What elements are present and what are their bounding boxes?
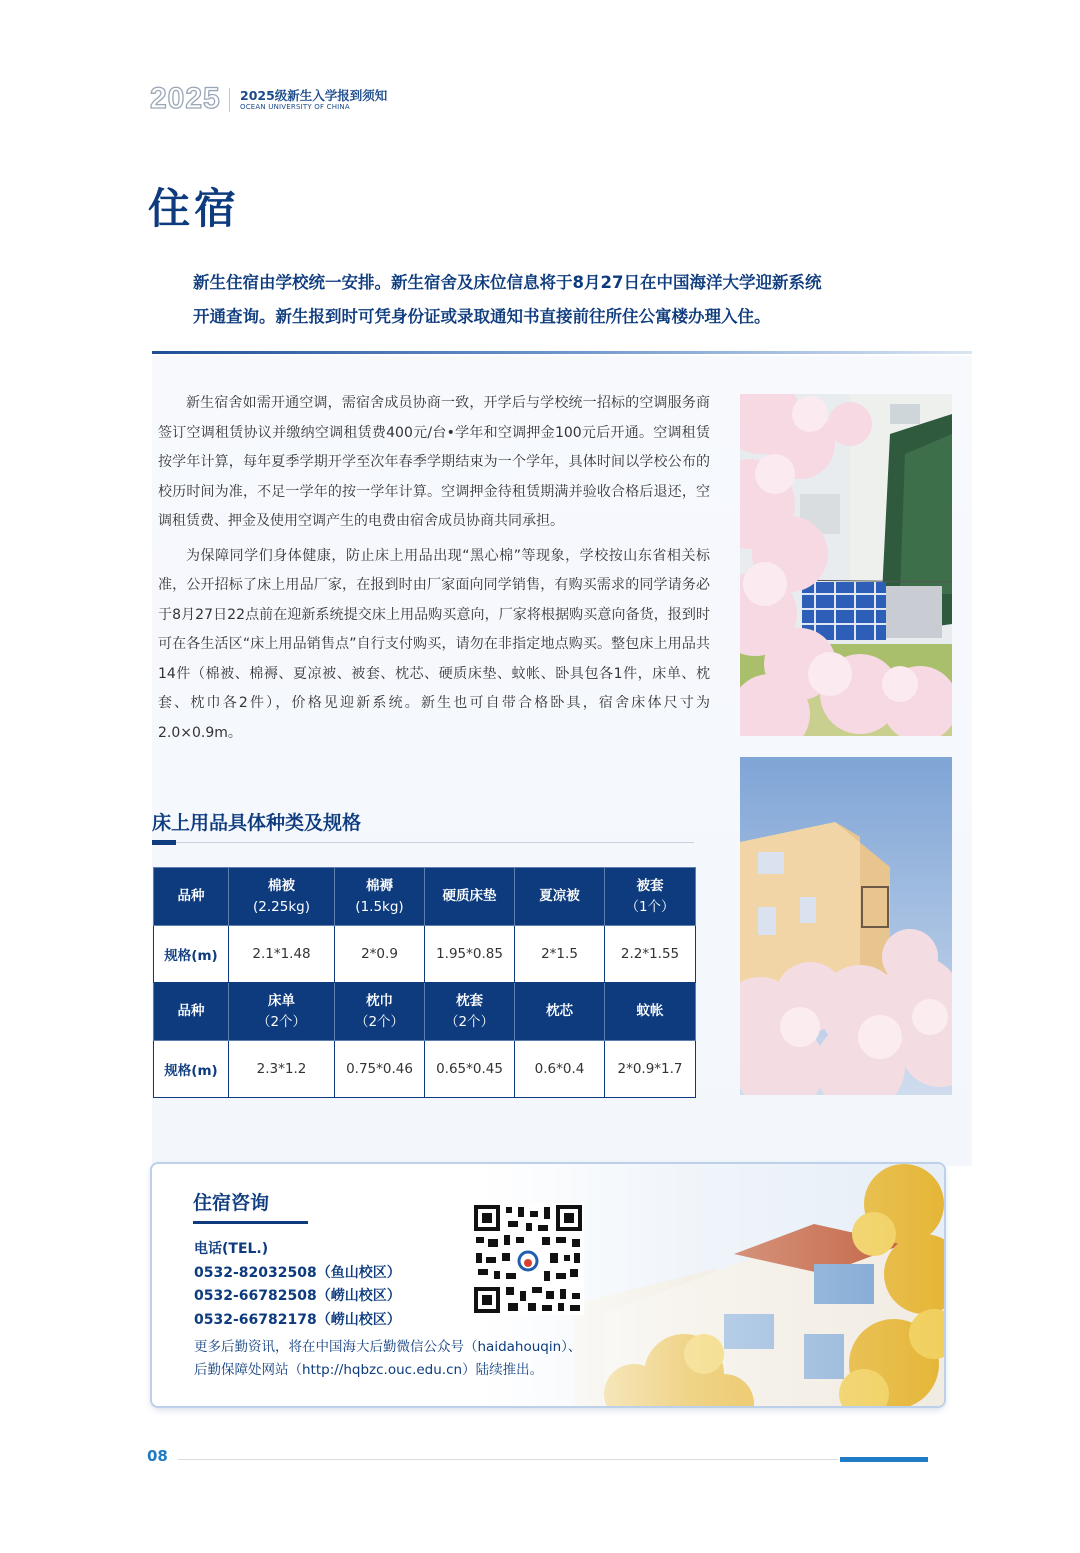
header-divider [229,88,230,112]
header-cell: 床单 （2个） [229,983,335,1041]
header-title: 2025级新生入学报到须知 [240,88,388,103]
tel-label: 电话(TEL.) [194,1241,269,1257]
more-info-line-2[interactable]: 后勤保障处网站（http://hqbzc.ouc.edu.cn）陆续推出。 [194,1362,544,1378]
spec-cell: 0.75*0.46 [335,1041,425,1098]
consult-more-info [194,1336,581,1382]
spec-cell: 2*0.9 [335,926,425,983]
body-paragraph-bedding: 为保障同学们身体健康，防止床上用品出现“黑心棉”等现象，学校按山东省相关标准，公开招标了床上用品厂家，在报到时由厂家面向同学销售，有购买需求的同学请务必于8月27日22点前在迎新系统提交床上用品购买意向，厂家将根据购买意向备货，报到时可在各生活区“床上用品销售点”自行支付购买，请勿在非指定地点购买。整包床上用品共14件（棉被、棉褥、夏凉被、被套、枕芯、硬质床垫、蚊帐、卧具包各1件，床单、枕套、枕巾各2件），价格见迎新系统。新生也可自带合格卧具，宿舍床体尺寸为2.0×0.9m。 [158,547,710,741]
header-cell: 枕芯 [515,983,605,1041]
header-cell: 被套 （1个） [605,868,696,926]
header-cell: 硬质床垫 [425,868,515,926]
phone-yushan[interactable]: 0532-82032508（鱼山校区） [194,1264,401,1281]
section-title: 床上用品具体种类及规格 [152,812,362,834]
qr-code-icon[interactable] [472,1203,584,1315]
table-header-row [154,983,696,1041]
table-row [154,1041,696,1098]
header-cell-label: 品种 [154,868,229,926]
spec-cell: 2*0.9*1.7 [605,1041,696,1098]
table-row [154,926,696,983]
spec-cell: 0.6*0.4 [515,1041,605,1098]
footer-rule [178,1459,838,1460]
phone-laoshan-1[interactable]: 0532-66782508（崂山校区） [194,1288,401,1304]
header-subtitle: OCEAN UNIVERSITY OF CHINA [240,103,350,111]
spec-cell: 2.2*1.55 [605,926,696,983]
spec-cell: 0.65*0.45 [425,1041,515,1098]
header-year: 2025 [150,82,221,115]
consult-title-underline [193,1221,308,1224]
spec-cell: 2.3*1.2 [229,1041,335,1098]
page-title: 住宿 [148,184,241,233]
consult-title: 住宿咨询 [193,1192,270,1214]
phone-laoshan-2[interactable]: 0532-66782178（崂山校区） [194,1311,401,1328]
consult-phones [194,1238,401,1332]
header-cell: 枕套 （2个） [425,983,515,1041]
footer-accent-bar [840,1457,928,1462]
header-cell: 夏凉被 [515,868,605,926]
table-header-row [154,868,696,926]
section-underline-accent [152,840,176,845]
header-cell-label: 品种 [154,983,229,1041]
header-cell: 棉褥 (1.5kg) [335,868,425,926]
more-info-line-1: 更多后勤资讯，将在中国海大后勤微信公众号（haidahouqin）、 [194,1339,582,1355]
dorm-building-blossom-photo [740,757,952,1095]
intro-line-1: 新生住宿由学校统一安排。新生宿舍及床位信息将于8月27日在中国海洋大学迎新系统 [193,273,822,292]
spec-cell: 2.1*1.48 [229,926,335,983]
cherry-blossom-dorm-photo [740,394,952,736]
spec-cell: 2*1.5 [515,926,605,983]
consult-card [152,1164,944,1406]
body-paragraph-aircon: 新生宿舍如需开通空调，需宿舍成员协商一致，开学后与学校统一招标的空调服务商签订空调租赁协议并缴纳空调租赁费400元/台•学年和空调押金100元后开通。空调租赁按学年计算，每年夏季学期开学至次年春季学期结束为一个学年，具体时间以学校公布的校历时间为准，不足一学年的按一学年计算。空调押金待租赁期满并验收合格后退还，空调租赁费、押金及使用空调产生的电费由宿舍成员协商共同承担。 [158,395,710,529]
header-cell: 枕巾 （2个） [335,983,425,1041]
intro-text [193,266,953,334]
intro-line-2: 开通查询。新生报到时可凭身份证或录取通知书直接前往所住公寓楼办理入住。 [193,307,771,326]
header-cell: 蚊帐 [605,983,696,1041]
section-underline [152,842,694,843]
body-text [158,389,710,753]
spec-cell: 1.95*0.85 [425,926,515,983]
bedding-spec-table [153,867,696,1098]
page-number: 08 [147,1447,168,1465]
intro-divider [152,351,972,354]
header-cell: 棉被 (2.25kg) [229,868,335,926]
spec-label-cell: 规格(m) [154,926,229,983]
spec-label-cell: 规格(m) [154,1041,229,1098]
